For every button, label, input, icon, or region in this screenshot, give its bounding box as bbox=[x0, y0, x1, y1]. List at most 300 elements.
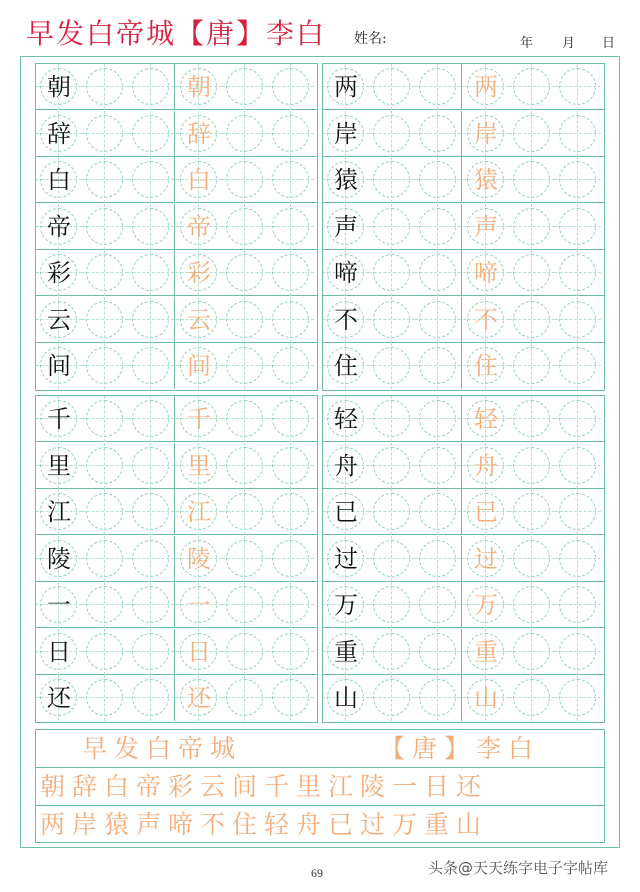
practice-cell[interactable] bbox=[36, 250, 82, 296]
guide-hline bbox=[222, 558, 268, 559]
practice-cell[interactable] bbox=[555, 250, 601, 296]
grid-row bbox=[323, 204, 604, 250]
practice-cell[interactable] bbox=[128, 297, 174, 343]
guide-hline bbox=[555, 465, 601, 466]
guide-vline bbox=[244, 111, 245, 157]
guide-vline bbox=[577, 675, 578, 721]
guide-hline bbox=[509, 179, 555, 180]
guide-hline bbox=[222, 365, 268, 366]
practice-cell[interactable] bbox=[268, 629, 314, 675]
practice-cell[interactable] bbox=[222, 250, 268, 296]
guide-vline bbox=[391, 396, 392, 442]
guide-hline bbox=[415, 465, 461, 466]
practice-cell[interactable] bbox=[415, 157, 461, 203]
guide-hline bbox=[82, 651, 128, 652]
practice-cell[interactable] bbox=[323, 343, 369, 389]
practice-cell[interactable] bbox=[268, 250, 314, 296]
practice-cell[interactable] bbox=[36, 111, 82, 157]
guide-hline bbox=[128, 365, 174, 366]
practice-cell[interactable] bbox=[415, 64, 461, 110]
practice-cell[interactable] bbox=[82, 396, 128, 442]
row-separator bbox=[461, 443, 462, 489]
guide-vline bbox=[290, 489, 291, 535]
guide-hline bbox=[82, 86, 128, 87]
practice-cell[interactable] bbox=[323, 489, 369, 535]
guide-hline bbox=[369, 558, 415, 559]
practice-cell[interactable] bbox=[268, 343, 314, 389]
practice-cell[interactable] bbox=[82, 629, 128, 675]
practice-cell[interactable] bbox=[128, 675, 174, 721]
practice-cell[interactable] bbox=[222, 204, 268, 250]
practice-cell[interactable] bbox=[323, 396, 369, 442]
practice-cell[interactable] bbox=[369, 675, 415, 721]
practice-cell[interactable] bbox=[555, 675, 601, 721]
guide-hline bbox=[268, 365, 314, 366]
trace-character: 江 bbox=[187, 498, 211, 526]
practice-cell[interactable] bbox=[323, 629, 369, 675]
practice-cell[interactable] bbox=[82, 111, 128, 157]
practice-cell[interactable] bbox=[463, 675, 509, 721]
guide-hline bbox=[222, 226, 268, 227]
practice-cell[interactable] bbox=[36, 157, 82, 203]
practice-cell[interactable] bbox=[82, 64, 128, 110]
guide-hline bbox=[555, 418, 601, 419]
practice-cell[interactable] bbox=[222, 536, 268, 582]
practice-cell[interactable] bbox=[323, 582, 369, 628]
practice-cell[interactable] bbox=[82, 297, 128, 343]
practice-cell[interactable] bbox=[36, 343, 82, 389]
practice-cell[interactable] bbox=[463, 204, 509, 250]
practice-cell[interactable] bbox=[369, 489, 415, 535]
practice-cell[interactable] bbox=[555, 157, 601, 203]
row-separator bbox=[461, 582, 462, 628]
trace-character: 日 bbox=[187, 637, 211, 666]
practice-verse-2: 两岸猿声啼不住轻舟已过万重山 bbox=[40, 810, 489, 839]
practice-cell[interactable] bbox=[128, 582, 174, 628]
practice-cell[interactable] bbox=[222, 64, 268, 110]
practice-cell[interactable] bbox=[36, 629, 82, 675]
practice-cell[interactable] bbox=[268, 64, 314, 110]
practice-cell[interactable] bbox=[222, 582, 268, 628]
guide-vline bbox=[577, 396, 578, 442]
practice-cell[interactable] bbox=[176, 536, 222, 582]
practice-cell[interactable] bbox=[268, 157, 314, 203]
practice-cell[interactable] bbox=[369, 536, 415, 582]
practice-cell[interactable] bbox=[128, 64, 174, 110]
practice-cell[interactable] bbox=[509, 443, 555, 489]
guide-hline bbox=[128, 697, 174, 698]
trace-character: 声 bbox=[474, 212, 498, 241]
guide-vline bbox=[531, 443, 532, 489]
row-separator bbox=[174, 582, 175, 628]
guide-hline bbox=[415, 697, 461, 698]
trace-character: 猿 bbox=[474, 166, 498, 194]
practice-cell[interactable] bbox=[415, 443, 461, 489]
worksheet-header bbox=[0, 0, 640, 56]
practice-cell[interactable] bbox=[82, 204, 128, 250]
guide-vline bbox=[104, 675, 105, 721]
practice-cell[interactable] bbox=[176, 343, 222, 389]
model-character: 已 bbox=[334, 498, 358, 526]
grid-row bbox=[323, 582, 604, 628]
practice-cell[interactable] bbox=[323, 157, 369, 203]
practice-cell[interactable] bbox=[36, 297, 82, 343]
row-separator bbox=[461, 343, 462, 389]
practice-cell[interactable] bbox=[555, 297, 601, 343]
guide-vline bbox=[437, 536, 438, 582]
practice-cell[interactable] bbox=[36, 443, 82, 489]
practice-cell[interactable] bbox=[222, 443, 268, 489]
trace-character: 辞 bbox=[187, 119, 211, 148]
guide-vline bbox=[531, 111, 532, 157]
guide-hline bbox=[369, 226, 415, 227]
grid-row bbox=[36, 629, 317, 675]
practice-cell[interactable] bbox=[509, 629, 555, 675]
row-separator bbox=[174, 343, 175, 389]
practice-cell[interactable] bbox=[176, 111, 222, 157]
practice-cell[interactable] bbox=[415, 297, 461, 343]
practice-cell[interactable] bbox=[268, 536, 314, 582]
practice-cell[interactable] bbox=[509, 489, 555, 535]
practice-cell[interactable] bbox=[415, 111, 461, 157]
grid-row bbox=[36, 582, 317, 628]
practice-cell[interactable] bbox=[463, 489, 509, 535]
practice-cell[interactable] bbox=[463, 64, 509, 110]
practice-cell[interactable] bbox=[176, 396, 222, 442]
practice-cell[interactable] bbox=[463, 157, 509, 203]
guide-vline bbox=[577, 111, 578, 157]
practice-cell[interactable] bbox=[222, 489, 268, 535]
practice-cell[interactable] bbox=[36, 489, 82, 535]
practice-cell[interactable] bbox=[128, 629, 174, 675]
practice-cell[interactable] bbox=[415, 582, 461, 628]
practice-cell[interactable] bbox=[415, 536, 461, 582]
practice-cell[interactable] bbox=[415, 396, 461, 442]
guide-vline bbox=[577, 297, 578, 343]
practice-cell[interactable] bbox=[128, 489, 174, 535]
guide-vline bbox=[391, 582, 392, 628]
practice-cell[interactable] bbox=[176, 675, 222, 721]
guide-vline bbox=[437, 343, 438, 389]
guide-hline bbox=[415, 651, 461, 652]
guide-vline bbox=[290, 157, 291, 203]
practice-cell[interactable] bbox=[415, 343, 461, 389]
guide-vline bbox=[577, 343, 578, 389]
practice-cell[interactable] bbox=[509, 250, 555, 296]
row-separator bbox=[174, 250, 175, 296]
practice-cell[interactable] bbox=[323, 111, 369, 157]
practice-cell[interactable] bbox=[36, 204, 82, 250]
practice-cell[interactable] bbox=[463, 536, 509, 582]
row-separator bbox=[174, 443, 175, 489]
practice-cell[interactable] bbox=[222, 157, 268, 203]
model-character: 云 bbox=[47, 305, 71, 334]
guide-vline bbox=[150, 297, 151, 343]
guide-vline bbox=[290, 536, 291, 582]
practice-cell[interactable] bbox=[509, 582, 555, 628]
guide-hline bbox=[509, 697, 555, 698]
guide-hline bbox=[268, 604, 314, 605]
practice-cell[interactable] bbox=[369, 443, 415, 489]
practice-cell[interactable] bbox=[176, 157, 222, 203]
grid-row bbox=[36, 64, 317, 110]
practice-cell[interactable] bbox=[323, 64, 369, 110]
guide-hline bbox=[415, 418, 461, 419]
practice-cell[interactable] bbox=[36, 582, 82, 628]
grid-row bbox=[36, 675, 317, 721]
guide-hline bbox=[369, 365, 415, 366]
practice-cell[interactable] bbox=[222, 343, 268, 389]
grid-row bbox=[323, 64, 604, 110]
practice-cell[interactable] bbox=[369, 582, 415, 628]
guide-vline bbox=[150, 204, 151, 250]
guide-hline bbox=[509, 651, 555, 652]
practice-cell[interactable] bbox=[555, 64, 601, 110]
practice-cell[interactable] bbox=[323, 204, 369, 250]
practice-cell[interactable] bbox=[369, 250, 415, 296]
row-separator bbox=[174, 675, 175, 721]
guide-vline bbox=[244, 536, 245, 582]
practice-cell[interactable] bbox=[509, 343, 555, 389]
practice-cell[interactable] bbox=[268, 297, 314, 343]
guide-vline bbox=[437, 629, 438, 675]
practice-cell[interactable] bbox=[369, 396, 415, 442]
guide-vline bbox=[244, 343, 245, 389]
guide-vline bbox=[244, 489, 245, 535]
guide-vline bbox=[150, 250, 151, 296]
guide-vline bbox=[531, 582, 532, 628]
guide-vline bbox=[104, 582, 105, 628]
practice-cell[interactable] bbox=[82, 536, 128, 582]
practice-cell[interactable] bbox=[509, 64, 555, 110]
trace-character: 白 bbox=[187, 166, 211, 194]
practice-cell[interactable] bbox=[509, 157, 555, 203]
model-character: 江 bbox=[47, 498, 71, 526]
guide-vline bbox=[290, 297, 291, 343]
grid-row bbox=[36, 396, 317, 442]
practice-cell[interactable] bbox=[222, 111, 268, 157]
guide-vline bbox=[150, 536, 151, 582]
practice-cell[interactable] bbox=[555, 396, 601, 442]
practice-cell[interactable] bbox=[36, 536, 82, 582]
guide-hline bbox=[268, 226, 314, 227]
practice-cell[interactable] bbox=[82, 250, 128, 296]
practice-cell[interactable] bbox=[36, 64, 82, 110]
guide-vline bbox=[437, 396, 438, 442]
model-character: 过 bbox=[334, 544, 358, 573]
practice-cell[interactable] bbox=[369, 343, 415, 389]
practice-cell[interactable] bbox=[415, 489, 461, 535]
grid-row bbox=[36, 157, 317, 203]
practice-cell[interactable] bbox=[82, 157, 128, 203]
practice-cell[interactable] bbox=[463, 297, 509, 343]
practice-cell[interactable] bbox=[176, 443, 222, 489]
guide-vline bbox=[150, 64, 151, 110]
practice-cell[interactable] bbox=[415, 250, 461, 296]
guide-hline bbox=[82, 604, 128, 605]
guide-vline bbox=[104, 157, 105, 203]
practice-cell[interactable] bbox=[268, 582, 314, 628]
practice-cell[interactable] bbox=[555, 204, 601, 250]
trace-character: 过 bbox=[474, 544, 498, 573]
practice-cell[interactable] bbox=[509, 297, 555, 343]
model-character: 帝 bbox=[47, 212, 71, 241]
guide-hline bbox=[222, 465, 268, 466]
practice-cell[interactable] bbox=[555, 582, 601, 628]
practice-cell[interactable] bbox=[222, 629, 268, 675]
guide-hline bbox=[82, 465, 128, 466]
practice-cell[interactable] bbox=[36, 675, 82, 721]
practice-cell[interactable] bbox=[509, 396, 555, 442]
guide-hline bbox=[415, 86, 461, 87]
guide-vline bbox=[531, 157, 532, 203]
practice-cell[interactable] bbox=[222, 396, 268, 442]
practice-cell[interactable] bbox=[555, 343, 601, 389]
practice-cell[interactable] bbox=[463, 443, 509, 489]
practice-cell[interactable] bbox=[463, 250, 509, 296]
guide-hline bbox=[369, 465, 415, 466]
practice-cell[interactable] bbox=[268, 489, 314, 535]
practice-cell[interactable] bbox=[268, 396, 314, 442]
practice-cell[interactable] bbox=[128, 396, 174, 442]
practice-cell[interactable] bbox=[128, 443, 174, 489]
guide-hline bbox=[415, 133, 461, 134]
model-character: 万 bbox=[334, 591, 358, 619]
practice-cell[interactable] bbox=[128, 157, 174, 203]
practice-cell[interactable] bbox=[176, 489, 222, 535]
practice-cell[interactable] bbox=[369, 64, 415, 110]
guide-hline bbox=[82, 511, 128, 512]
practice-cell[interactable] bbox=[36, 396, 82, 442]
practice-cell[interactable] bbox=[268, 204, 314, 250]
practice-cell[interactable] bbox=[415, 629, 461, 675]
practice-cell[interactable] bbox=[509, 204, 555, 250]
guide-hline bbox=[509, 465, 555, 466]
guide-hline bbox=[128, 226, 174, 227]
practice-cell[interactable] bbox=[176, 250, 222, 296]
practice-cell[interactable] bbox=[509, 536, 555, 582]
guide-vline bbox=[244, 629, 245, 675]
practice-cell[interactable] bbox=[555, 443, 601, 489]
guide-vline bbox=[437, 443, 438, 489]
practice-poem-title: 早发白帝城 bbox=[82, 734, 243, 763]
practice-cell[interactable] bbox=[222, 675, 268, 721]
practice-cell[interactable] bbox=[222, 297, 268, 343]
trace-character: 重 bbox=[474, 637, 498, 666]
practice-cell[interactable] bbox=[176, 629, 222, 675]
practice-cell[interactable] bbox=[82, 343, 128, 389]
trace-character: 间 bbox=[187, 352, 211, 380]
practice-cell[interactable] bbox=[323, 675, 369, 721]
practice-cell[interactable] bbox=[82, 443, 128, 489]
practice-cell[interactable] bbox=[128, 536, 174, 582]
practice-cell[interactable] bbox=[176, 204, 222, 250]
practice-cell[interactable] bbox=[323, 250, 369, 296]
practice-cell[interactable] bbox=[415, 675, 461, 721]
guide-vline bbox=[104, 204, 105, 250]
model-character: 辞 bbox=[47, 119, 71, 148]
practice-cell[interactable] bbox=[369, 204, 415, 250]
guide-hline bbox=[82, 319, 128, 320]
practice-cell[interactable] bbox=[555, 536, 601, 582]
model-character: 岸 bbox=[334, 119, 358, 148]
practice-cell[interactable] bbox=[323, 443, 369, 489]
guide-hline bbox=[268, 418, 314, 419]
practice-cell[interactable] bbox=[128, 343, 174, 389]
practice-cell[interactable] bbox=[509, 675, 555, 721]
practice-cell[interactable] bbox=[82, 582, 128, 628]
practice-cell[interactable] bbox=[369, 297, 415, 343]
practice-cell[interactable] bbox=[463, 396, 509, 442]
guide-hline bbox=[555, 697, 601, 698]
practice-cell[interactable] bbox=[268, 111, 314, 157]
row-separator bbox=[461, 396, 462, 442]
guide-hline bbox=[222, 604, 268, 605]
practice-cell[interactable] bbox=[555, 111, 601, 157]
guide-hline bbox=[268, 651, 314, 652]
practice-cell[interactable] bbox=[323, 536, 369, 582]
guide-vline bbox=[104, 443, 105, 489]
practice-cell[interactable] bbox=[415, 204, 461, 250]
practice-cell[interactable] bbox=[555, 489, 601, 535]
practice-cell[interactable] bbox=[268, 675, 314, 721]
practice-cell[interactable] bbox=[369, 111, 415, 157]
guide-vline bbox=[244, 396, 245, 442]
guide-hline bbox=[555, 226, 601, 227]
row-separator bbox=[174, 111, 175, 157]
guide-vline bbox=[290, 343, 291, 389]
trace-character: 云 bbox=[187, 305, 211, 334]
guide-vline bbox=[104, 489, 105, 535]
guide-vline bbox=[531, 204, 532, 250]
practice-cell[interactable] bbox=[82, 675, 128, 721]
guide-hline bbox=[128, 272, 174, 273]
practice-cell[interactable] bbox=[323, 297, 369, 343]
guide-vline bbox=[391, 536, 392, 582]
practice-cell[interactable] bbox=[82, 489, 128, 535]
guide-hline bbox=[82, 179, 128, 180]
guide-hline bbox=[128, 179, 174, 180]
guide-vline bbox=[290, 111, 291, 157]
practice-cell[interactable] bbox=[555, 629, 601, 675]
row-separator bbox=[174, 536, 175, 582]
practice-cell[interactable] bbox=[369, 157, 415, 203]
practice-cell[interactable] bbox=[463, 582, 509, 628]
practice-cell[interactable] bbox=[128, 111, 174, 157]
guide-hline bbox=[268, 697, 314, 698]
practice-cell[interactable] bbox=[268, 443, 314, 489]
grid-row bbox=[36, 343, 317, 389]
model-character: 山 bbox=[334, 684, 358, 712]
practice-cell[interactable] bbox=[509, 111, 555, 157]
grid-row bbox=[323, 489, 604, 535]
guide-hline bbox=[82, 272, 128, 273]
practice-cell[interactable] bbox=[463, 343, 509, 389]
practice-cell[interactable] bbox=[176, 582, 222, 628]
practice-cell[interactable] bbox=[128, 204, 174, 250]
guide-vline bbox=[244, 443, 245, 489]
practice-cell[interactable] bbox=[176, 64, 222, 110]
guide-vline bbox=[437, 297, 438, 343]
practice-cell[interactable] bbox=[463, 111, 509, 157]
model-character: 声 bbox=[334, 212, 358, 241]
practice-cell[interactable] bbox=[128, 250, 174, 296]
grid-row bbox=[36, 204, 317, 250]
trace-character: 山 bbox=[474, 684, 498, 712]
practice-cell[interactable] bbox=[463, 629, 509, 675]
practice-cell[interactable] bbox=[369, 629, 415, 675]
practice-cell[interactable] bbox=[176, 297, 222, 343]
